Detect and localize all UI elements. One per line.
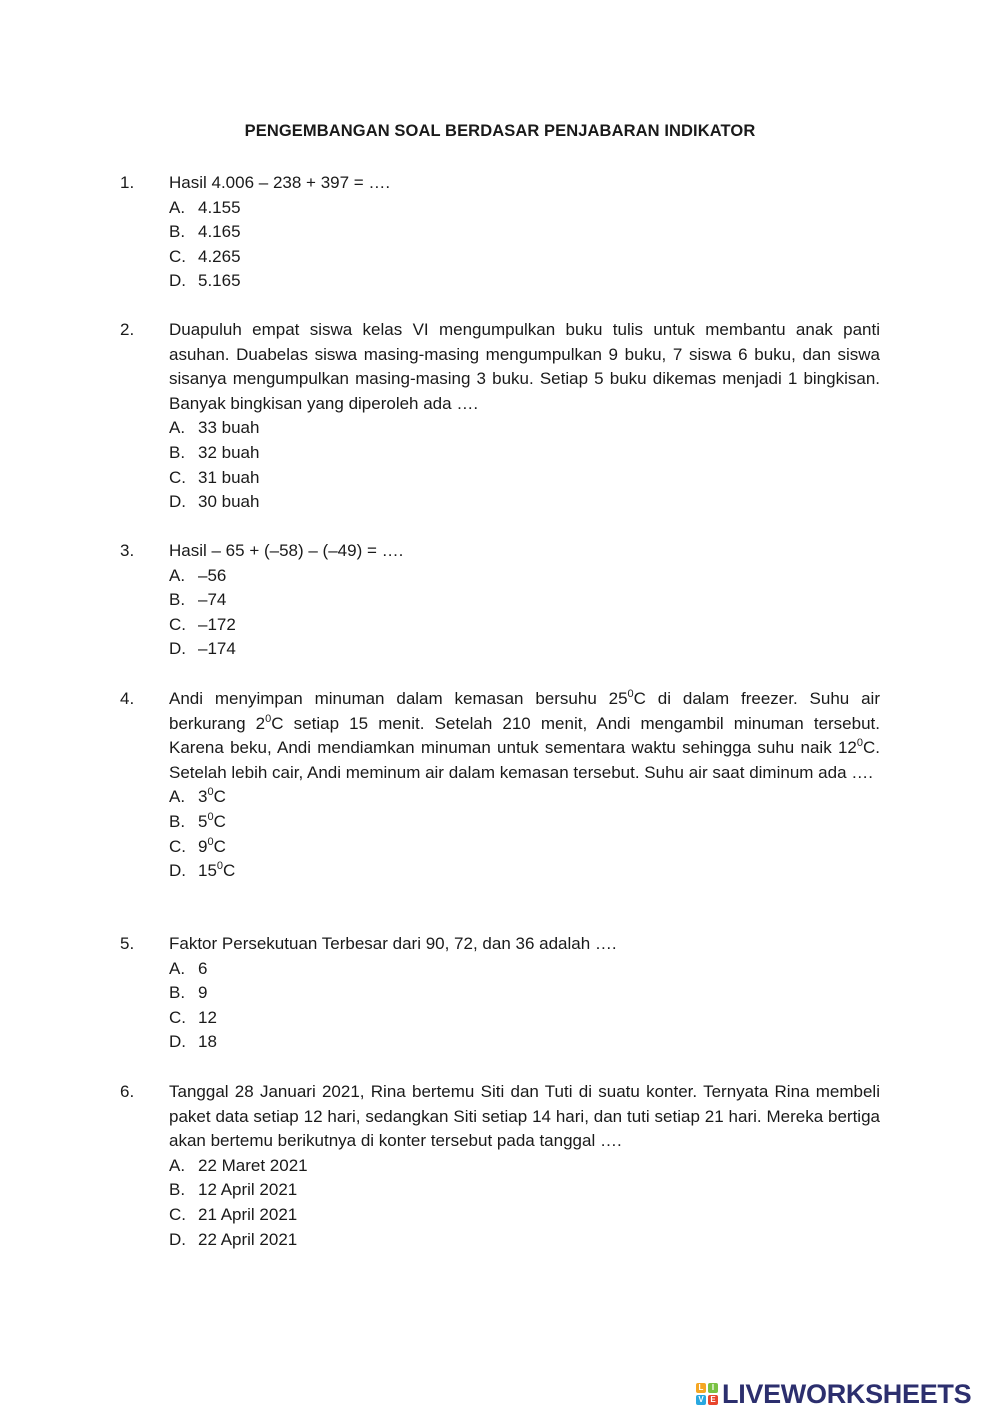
question-text: Faktor Persekutuan Terbesar dari 90, 72, dan 36 adalah …. [169,934,617,953]
question-text: Duapuluh empat siswa kelas VI mengumpulkan buku tulis untuk membantu anak panti asuhan. Duabelas siswa masing-masing mengumpulkan 9 buku, 7 siswa 6 buku, dan siswa sisanya mengumpulkan masing-masing 3 buku. Setiap 5 buku dikemas menjadi 1 bingkisan. Banyak bingkisan yang diperoleh ada …. [169,320,880,413]
option-text: –174 [198,639,236,659]
option-d[interactable] [169,1228,880,1253]
option-value: 9 [198,836,208,856]
option-c[interactable] [169,245,880,270]
option-letter: B. [169,1180,186,1200]
option-text: 5.165 [198,271,241,291]
option-text: 12 [198,1007,217,1027]
option-text [198,810,226,835]
option-letter: C. [169,614,186,634]
option-b[interactable] [169,1178,880,1203]
option-letter: A. [169,958,186,978]
option-a[interactable] [169,416,880,441]
option-text: 22 Maret 2021 [198,1155,308,1175]
option-unit: C [213,811,226,831]
question-4 [120,687,880,884]
option-a[interactable] [169,196,880,221]
option-list [169,196,880,294]
option-value: 3 [198,787,208,807]
degree-superscript: 0 [207,786,214,799]
question-number: 6. [120,1082,135,1101]
option-d[interactable] [169,637,880,662]
page-title: PENGEMBANGAN SOAL BERDASAR PENJABARAN INDIKATOR [244,122,756,140]
question-3 [120,539,880,662]
logo-letter: I [708,1383,718,1393]
option-letter: C. [169,467,186,487]
option-list [169,1154,880,1252]
option-unit: C [213,836,226,856]
option-c[interactable] [169,466,880,491]
option-b[interactable] [169,588,880,613]
option-letter: A. [169,787,186,807]
option-letter: C. [169,836,186,856]
logo-icon [696,1383,718,1405]
question-text [169,687,880,785]
option-text: –172 [198,614,236,634]
degree-superscript: 0 [627,688,634,700]
option-list [169,564,880,662]
option-unit: C [223,861,236,881]
option-letter: C. [169,1007,186,1027]
option-text: 33 buah [198,418,260,438]
text-segment: Andi menyimpan minuman dalam kemasan bersuhu 25 [169,689,628,708]
option-text: 32 buah [198,442,260,462]
option-letter: A. [169,418,186,438]
option-letter: B. [169,983,186,1003]
option-value: 5 [198,811,208,831]
option-b[interactable] [169,220,880,245]
option-text [198,785,226,810]
option-text: 4.155 [198,197,241,217]
option-text: 12 April 2021 [198,1180,298,1200]
option-letter: B. [169,590,186,610]
degree-superscript: 0 [856,737,863,750]
brand-name: LIVEWORKSHEETS [722,1378,972,1409]
degree-superscript: 0 [216,860,224,873]
option-b[interactable] [169,810,880,835]
option-letter: A. [169,197,186,217]
option-value: 15 [198,861,217,881]
text-segment: C di dalam freezer. Suhu air berkurang 2 [169,689,880,733]
text-segment: C setiap 15 menit. Setelah 210 menit, Andi mengambil minuman tersebut. Karena beku, Andi mendiamkan minuman untuk sementara waktu sehingga suhu naik 12 [169,713,880,758]
option-letter: C. [169,246,186,266]
question-number: 3. [120,541,135,560]
option-c[interactable] [169,613,880,638]
option-d[interactable] [169,859,880,884]
option-c[interactable] [169,1006,880,1031]
option-text: –74 [198,590,227,610]
option-text: 22 April 2021 [198,1229,298,1249]
option-letter: D. [169,492,186,512]
option-letter: A. [169,1155,186,1175]
option-text: 21 April 2021 [198,1204,298,1224]
question-5 [120,932,880,1055]
option-a[interactable] [169,785,880,810]
option-a[interactable] [169,1154,880,1179]
option-d[interactable] [169,269,880,294]
option-a[interactable] [169,957,880,982]
option-list [169,957,880,1055]
option-d[interactable] [169,490,880,515]
option-letter: B. [169,222,186,242]
question-text: Hasil – 65 + (–58) – (–49) = …. [169,541,404,560]
question-text: Hasil 4.006 – 238 + 397 = …. [169,173,391,192]
question-number: 4. [120,689,135,708]
question-number: 2. [120,320,135,339]
option-letter: B. [169,442,186,462]
option-a[interactable] [169,564,880,589]
option-letter: C. [169,1204,186,1224]
option-c[interactable] [169,835,880,860]
option-text: 31 buah [198,467,260,487]
degree-superscript: 0 [207,810,214,823]
option-letter: D. [169,271,186,291]
option-letter: D. [169,1229,186,1249]
question-6 [120,1080,880,1252]
question-text: Tanggal 28 Januari 2021, Rina bertemu Siti dan Tuti di suatu konter. Ternyata Rina membeli paket data setiap 12 hari, sedangkan Siti setiap 14 hari, dan tuti setiap 21 hari. Mereka bertiga akan bertemu berikutnya di konter tersebut pada tanggal …. [169,1082,880,1151]
logo-letter: V [696,1395,706,1405]
option-unit: C [213,787,226,807]
logo-letter: L [696,1383,706,1393]
option-text: 4.265 [198,246,241,266]
option-c[interactable] [169,1203,880,1228]
degree-superscript: 0 [207,835,214,848]
option-letter: D. [169,861,186,881]
option-text: –56 [198,565,227,585]
option-letter: A. [169,565,186,585]
degree-superscript: 0 [265,712,272,725]
option-b[interactable] [169,441,880,466]
question-number: 5. [120,934,135,953]
option-b[interactable] [169,981,880,1006]
text-segment: C. Setelah lebih cair, Andi meminum air dalam kemasan tersebut. Suhu air saat diminum ada …. [169,738,880,782]
option-text: 6 [198,958,208,978]
option-list [169,416,880,514]
liveworksheets-logo [696,1378,971,1410]
option-text: 9 [198,983,208,1003]
option-letter: B. [169,811,186,831]
question-1 [120,171,880,294]
option-letter: D. [169,1032,186,1052]
logo-letter: E [708,1395,718,1405]
question-2 [120,318,880,515]
question-number: 1. [120,173,135,192]
option-text [198,859,235,884]
option-text: 18 [198,1032,217,1052]
option-text: 4.165 [198,222,241,242]
option-text [198,835,226,860]
option-list [169,785,880,883]
option-d[interactable] [169,1030,880,1055]
option-text: 30 buah [198,492,260,512]
option-letter: D. [169,639,186,659]
